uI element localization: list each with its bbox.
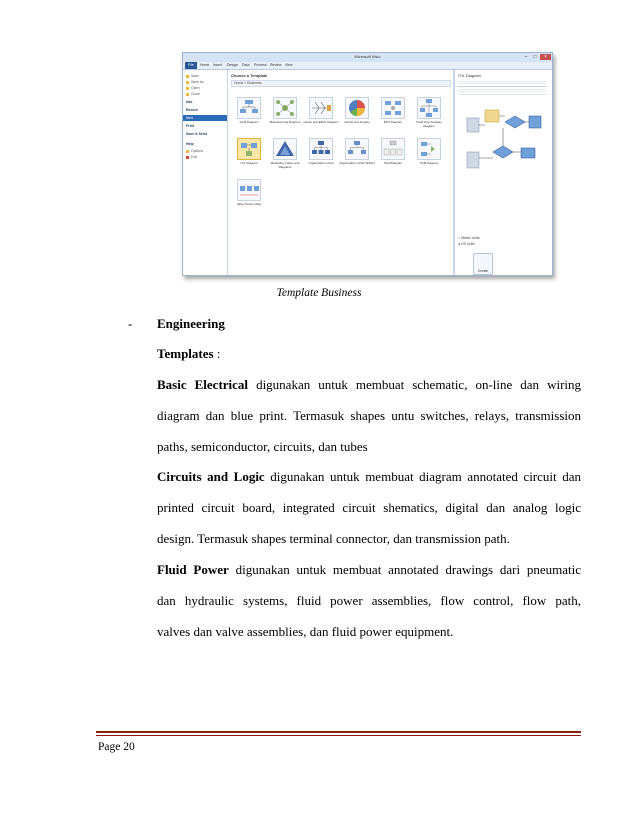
tab-review: Review [270,63,282,67]
value-stream-icon [238,180,260,200]
cause-effect-icon [310,98,332,118]
preview-title: ITIL Diagram [458,73,481,78]
template-thumb-selected: ITIL Diagram [234,138,264,172]
paragraph-line: dan hydraulic systems, fluid power assemblies, flow control, flow path, [157,593,581,608]
save-icon [186,75,189,78]
list-bullet: - [128,316,133,331]
paragraph-line: Circuits and Logic digunakan untuk membuat diagram annotated circuit dan [157,469,581,484]
options-icon [186,150,189,153]
choose-template-title: Choose a Template [231,73,268,78]
close-icon: × [540,54,551,60]
tab-file: File [185,62,197,69]
backstage-item: Save [186,73,226,79]
window-title: Microsoft Visio [354,54,381,59]
maximize-icon: □ [533,54,537,60]
tab-view: View [285,63,293,67]
template-thumb: Organization Chart [306,138,336,172]
term-basic-electrical: Basic Electrical [157,377,249,392]
template-thumb: TQM Diagram [414,138,444,172]
tqm-diagram-icon [418,139,440,159]
create-button: Create [473,253,493,275]
tab-design: Design [227,63,238,67]
backstage-item: Save & Send [186,132,208,136]
templates-label-line [157,346,220,362]
template-breadcrumb: Home > Business [231,80,451,87]
template-thumb: EPC Diagram [378,97,408,131]
pie-chart-icon [346,98,368,118]
paragraph-line: paths, semiconductor, circuits, dan tubes [157,439,368,454]
audit-diagram-icon [238,98,260,118]
tab-process: Process [254,63,267,67]
backstage-item: Print [186,124,194,128]
footer-rule [96,735,581,736]
itil-diagram-icon [238,139,260,159]
template-screenshot [182,52,553,276]
paragraph-line: valves dan valve assemblies, dan fluid power equipment. [157,624,454,639]
backstage-item: Close [186,91,226,97]
section-heading: Engineering [157,316,225,331]
template-thumb: PivotDiagram [378,138,408,172]
epc-diagram-icon [382,98,404,118]
paragraph-line: diagram dan blue print. Termasuk shapes untu switches, relays, transmission [157,408,581,423]
backstage-item: Open [186,85,226,91]
itil-preview-diagram [459,100,547,188]
close-doc-icon [186,93,189,96]
paragraph-line: Fluid Power digunakan untuk membuat annotated drawings dari pneumatic [157,562,582,577]
brainstorming-icon [274,98,296,118]
template-thumb: Cause and Effect Diagram [306,97,336,131]
preview-description [458,79,546,95]
fault-tree-icon [418,98,440,118]
backstage-item: Options [186,148,226,154]
backstage-item: Recent [186,108,198,112]
template-thumb: Value Stream Map [234,179,264,213]
backstage-menu [183,70,228,275]
template-thumb: Audit Diagram [234,97,264,131]
radio-metric-units: ○ Metric Units [458,236,480,240]
org-wizard-icon [346,139,368,159]
tab-home: Home [200,63,210,67]
backstage-item: Exit [186,154,226,160]
template-gallery [228,70,453,275]
template-thumb: Fault Tree Analysis Diagram [414,97,444,131]
open-icon [186,87,189,90]
templates-colon: : [213,346,221,361]
minimize-icon: – [524,54,528,60]
org-chart-icon [310,139,332,159]
templates-label: Templates [157,346,214,361]
tab-data: Data [242,63,250,67]
footer-rule [96,731,581,733]
radio-us-units: ● US Units [458,242,475,246]
paragraph-line: design. Termasuk shapes terminal connector, dan transmission path. [157,531,510,546]
paragraph-line: Basic Electrical digunakan untuk membuat schematic, on-line dan wiring [157,377,582,392]
pivot-diagram-icon [382,139,404,159]
figure-caption: Template Business [276,287,362,299]
term-fluid-power: Fluid Power [157,562,229,577]
window-titlebar [183,53,552,62]
paragraph-line: printed circuit board, integrated circuit shematics, digital dan analog logic [157,500,581,515]
term-circuits-logic: Circuits and Logic [157,469,265,484]
tab-insert: Insert [213,63,222,67]
backstage-item-new: New [183,115,227,121]
backstage-item: Help [186,142,194,146]
ribbon-tabs [183,62,552,70]
exit-icon [186,156,189,159]
template-thumb: Organization Chart Wizard [342,138,372,172]
template-preview-panel [454,70,552,275]
backstage-item: Info [186,100,193,104]
backstage-item: Save As [186,79,226,85]
marketing-icon [274,139,296,159]
template-thumb: Charts and Graphs [342,97,372,131]
page-number: Page 20 [98,741,135,753]
template-thumb: Marketing Charts and Diagrams [270,138,300,172]
template-thumb: Brainstorming Diagram [270,97,300,131]
save-as-icon [186,81,189,84]
